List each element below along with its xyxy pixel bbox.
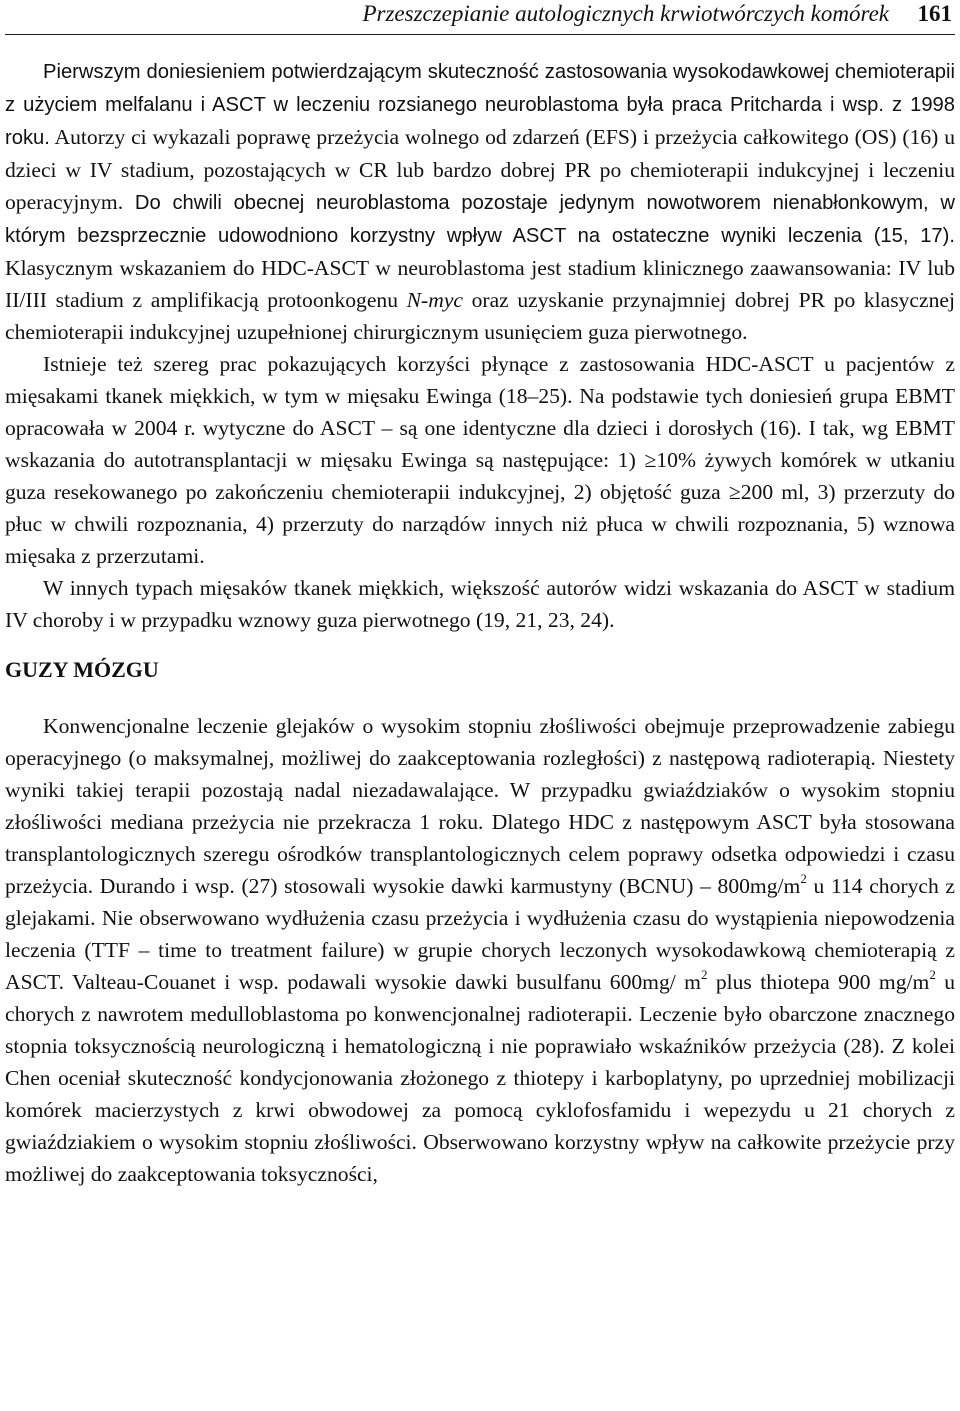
paragraph-text: u chorych z nawrotem medulloblastoma po konwencjonalnej radioterapii. Leczenie było obarczone znacznego stopnia toksycznością neurologiczną i hematologiczną i nie poprawiało wskaźników przeżycia (28). Z kolei Chen oceniał skuteczność kondycjonowania złożonego z thiotepy i karboplatyny, po uprzedniej mobilizacji komórek macierzystych z krwi obwodowej za pomocą cyklofosfamidu i wepezydu u 21 chorych z gwiaździakiem o wysokim stopniu złośliwości. Obserwowano korzystny wpływ na całkowite przeżycie przy możliwej do zaakceptowania toksyczności, xyxy=(5,970,955,1186)
body-text xyxy=(5,55,955,1190)
paragraph-neuroblastoma xyxy=(5,55,955,348)
paragraph-text: Klasycznym wskazaniem do HDC-ASCT w neuroblastoma jest stadium klinicznego zaawansowania: IV lub II/III stadium z amplifikacją protoonkogenu xyxy=(5,256,955,312)
paragraph-text: plus thiotepa 900 mg/m xyxy=(707,970,930,994)
paragraph-text: oraz uzyskanie przynajmniej dobrej PR po klasycznej chemioterapii indukcyjnej uzupełnionej chirurgicznym usunięciem guza pierwotnego. xyxy=(5,288,955,344)
superscript: 2 xyxy=(929,966,936,982)
running-header xyxy=(5,0,955,35)
section-heading: GUZY MÓZGU xyxy=(5,657,159,682)
paragraph-text: W innych typach mięsaków tkanek miękkich, większość autorów widzi wskazania do ASCT w stadium IV choroby i w przypadku wznowy guza pierwotnego (19, 21, 23, 24). xyxy=(5,576,955,632)
paragraph-soft-tissue xyxy=(5,572,955,636)
paragraph-text: Do chwili obecnej neuroblastoma pozostaje jedynym nowotworem nienabłonkowym, w którym bezsprzecznie udowodniono korzystny wpływ ASCT na ostateczne wyniki leczenia (15, 17). xyxy=(5,192,955,247)
paragraph-sarcoma xyxy=(5,348,955,572)
gene-name: N-myc xyxy=(406,288,463,312)
page-number: 161 xyxy=(917,1,952,26)
paragraph-text: Autorzy ci wykazali poprawę przeżycia wolnego od zdarzeń (EFS) i przeżycia całkowitego (OS) (16) u dzieci w IV stadium, pozostających w CR lub bardzo dobrej PR po chemioterapii indukcyjnej i leczeniu operacyjnym. xyxy=(5,125,955,214)
paragraph-text: Istnieje też szereg prac pokazujących korzyści płynące z zastosowania HDC-ASCT u pacjentów z mięsakami tkanek miękkich, w tym w mięsaku Ewinga (18–25). Na podstawie tych doniesień grupa EBMT opracowała w 2004 r. wytyczne do ASCT – są one identyczne dla dzieci i dorosłych (16). I tak, wg EBMT wskazania do autotransplantacji w mięsaku Ewinga są następujące: 1) ≥10% żywych komórek w utkaniu guza resekowanego po zakończeniu chemioterapii indukcyjnej, 2) objętość guza ≥200 ml, 3) przerzuty do płuc w chwili rozpoznania, 4) przerzuty do narządów innych niż płuca w chwili rozpoznania, 5) wznowa mięsaka z przerzutami. xyxy=(5,352,955,568)
superscript: 2 xyxy=(800,870,807,886)
paragraph-text: u 114 chorych z glejakami. Nie obserwowano wydłużenia czasu przeżycia i wydłużenia czasu do wystąpienia niepowodzenia leczenia (TTF – time to treatment failure) w grupie chorych leczonych wysokodawkową chemioterapią z ASCT. Valteau-Couanet i wsp. podawali wysokie dawki busulfanu 600mg/ m xyxy=(5,874,955,994)
paragraph-text: Konwencjonalne leczenie glejaków o wysokim stopniu złośliwości obejmuje przeprowadzenie zabiegu operacyjnego (o maksymalnej, możliwej do zaakceptowania rozległości) z następową radioterapią. Niestety wyniki takiej terapii pozostają nadal niezadawalające. W przypadku gwiaździaków o wysokim stopniu złośliwości mediana przeżycia nie przekracza 1 roku. Dlatego HDC z następowym ASCT była stosowana transplantologicznych szeregu ośrodków transplantologicznych celem poprawy odsetka odpowiedzi i czasu przeżycia. Durando i wsp. (27) stosowali wysokie dawki karmustyny (BCNU) – 800mg/m xyxy=(5,714,955,898)
running-title: Przeszczepianie autologicznych krwiotwórczych komórek xyxy=(362,1,889,26)
superscript: 2 xyxy=(700,966,708,982)
paragraph-text: Pierwszym doniesieniem potwierdzającym skuteczność zastosowania wysokodawkowej chemioterapii z użyciem melfalanu i ASCT w leczeniu rozsianego neuroblastoma była praca Pritcharda i wsp. z 1998 roku. xyxy=(5,61,955,149)
paragraph-brain-tumors xyxy=(5,710,955,1190)
